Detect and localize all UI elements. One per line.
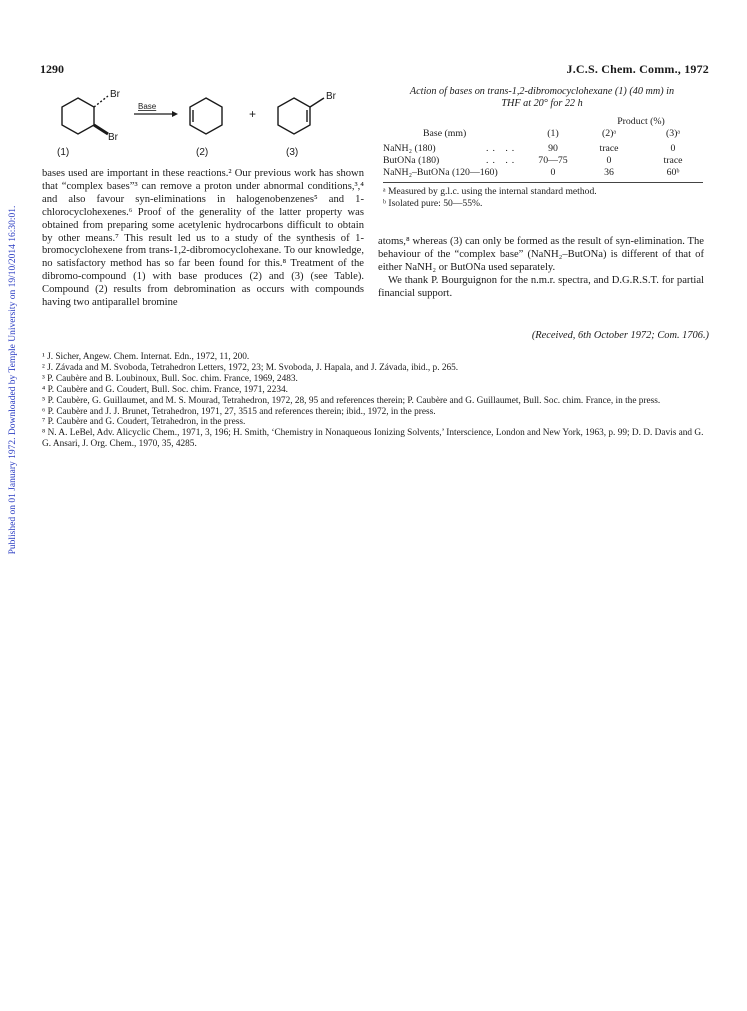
table-footnote: ᵃ Measured by g.l.c. using the internal standard method. <box>383 186 597 197</box>
table-caption-line: Action of bases on trans-1,2-dibromocyclohexane (1) (40 mm) in <box>409 86 675 97</box>
reference-item: ⁶ P. Caubère and J. J. Brunet, Tetrahedron, 1971, 27, 3515 and references therein; ibid., 1972, in the press. <box>42 406 436 417</box>
download-watermark-text: Published on 01 January 1972. Downloaded by Temple University on 19/10/2014 16:30:01. <box>8 205 18 555</box>
left-column-body <box>42 168 364 310</box>
reference-item: ⁵ P. Caubère, G. Guillaumet, and M. S. Mourad, Tetrahedron, 1972, 28, 95 and references therein; P. Caubère and G. Guillaumet, Bull. Soc. chim. France, in the press. <box>42 395 661 406</box>
table-leader-dots: .. .. <box>486 155 519 166</box>
table-caption <box>378 86 706 110</box>
table-rule <box>383 182 703 183</box>
table-footnotes <box>383 186 703 210</box>
reaction-scheme <box>42 82 357 160</box>
table-cell: 0 <box>606 155 612 166</box>
reference-item: ³ P. Caubère and B. Loubinoux, Bull. Soc. chim. France, 1969, 2483. <box>42 373 298 384</box>
table-row <box>383 155 703 167</box>
table-row <box>383 167 703 179</box>
column-header: Base (mm) <box>423 128 467 139</box>
reference-item: ⁸ N. A. LeBel, Adv. Alicyclic Chem., 1971, 3, 196; H. Smith, ‘Chemistry in Nonaqueous Ionizing Solvents,’ Interscience, London and New York, 1963, p. 99; D. D. Davis and G. G. Ansari, J. Org. Chem., 1970, 35, 4285. <box>42 428 704 450</box>
references-list <box>42 352 706 450</box>
compound-label: (2) <box>196 147 209 158</box>
compound-2-structure <box>190 98 222 134</box>
reference-item: ⁴ P. Caubère and G. Coudert, Bull. Soc. chim. France, 1971, 2234. <box>42 384 288 395</box>
compound-1-structure <box>62 96 108 134</box>
table-cell: 0 <box>670 143 676 154</box>
bromine-label: Br <box>110 89 120 100</box>
body-paragraph: bases used are important in these reactions.² Our previous work has shown that “complex bases”³ can remove a proton under abnormal conditions,³,⁴ and also favour syn-eliminations in halogenobenzenes⁵ and 1-chlorocyclohexenes.⁶ Proof of the generality of the latter property was obtained from preparing some acetylenic hydrocarbons difficult to obtain by other means.⁷ This result led us to a study of the synthesis of 1-bromocyclohexene from trans-1,2-dibromocyclohexane. To our knowledge, no satisfactory method has so far been found for this.⁸ Treatment of the dibromo-compound (1) with base produces (2) and (3) (see Table). Compound (2) results from debromination as occurs with compounds having two antiparallel bromine <box>42 168 364 309</box>
table-cell: trace <box>599 143 619 154</box>
table-cell: 0 <box>550 167 556 178</box>
table-leader-dots: .. .. <box>486 143 519 154</box>
received-date: (Received, 6th October 1972; Com. 1706.) <box>531 330 709 341</box>
column-header: (3)ᵃ <box>665 128 681 139</box>
table-caption-line: THF at 20° for 22 h <box>501 98 583 109</box>
compound-label: (1) <box>57 147 70 158</box>
reference-item: ¹ J. Sicher, Angew. Chem. Internat. Edn., 1972, 11, 200. <box>42 352 250 362</box>
compound-3-structure <box>278 98 324 134</box>
column-header: (1) <box>547 128 559 139</box>
reaction-scheme-drawing <box>42 82 357 160</box>
table-cell: NaNH₂–ButONa (120—160) <box>383 167 498 178</box>
table-cell: 90 <box>548 143 558 154</box>
reference-item: ⁷ P. Caubère and G. Coudert, Tetrahedron, in the press. <box>42 417 246 428</box>
table-cell: 70—75 <box>538 155 568 166</box>
table-row <box>383 143 703 155</box>
acknowledgement: We thank P. Bourguignon for the n.m.r. spectra, and D.G.R.S.T. for partial financial support. <box>378 274 704 299</box>
bromine-label: Br <box>108 132 118 143</box>
column-header: (2)ᵃ <box>601 128 617 139</box>
table-header-row <box>383 128 703 140</box>
table-cell: trace <box>663 155 683 166</box>
body-paragraph: atoms,⁸ whereas (3) can only be formed as the result of syn-elimination. The behaviour of the “complex base” (NaNH₂–ButONa) is different of that of either NaNH₂ or ButONa used separately. <box>378 236 704 273</box>
bromine-label: Br <box>326 91 336 102</box>
product-header: Product (%) <box>617 116 665 127</box>
right-column-body <box>378 236 704 301</box>
table-cell: 36 <box>604 167 614 178</box>
reference-item: ² J. Závada and M. Svoboda, Tetrahedron Letters, 1972, 23; M. Svoboda, J. Hapala, and J. Závada, ibid., p. 265. <box>42 362 459 373</box>
plus-sign: + <box>249 107 257 121</box>
arrow-label: Base <box>138 102 157 111</box>
download-watermark <box>0 0 26 1011</box>
reaction-arrow <box>134 111 178 117</box>
table-cell: ButONa (180) <box>383 155 440 166</box>
page-number: 1290 <box>40 62 64 76</box>
table-cell: 60ᵇ <box>666 167 680 178</box>
table-cell: NaNH₂ (180) <box>383 143 436 154</box>
journal-header: J.C.S. Chem. Comm., 1972 <box>566 62 709 76</box>
compound-label: (3) <box>286 147 299 158</box>
table-footnote: ᵇ Isolated pure: 50—55%. <box>383 198 483 209</box>
